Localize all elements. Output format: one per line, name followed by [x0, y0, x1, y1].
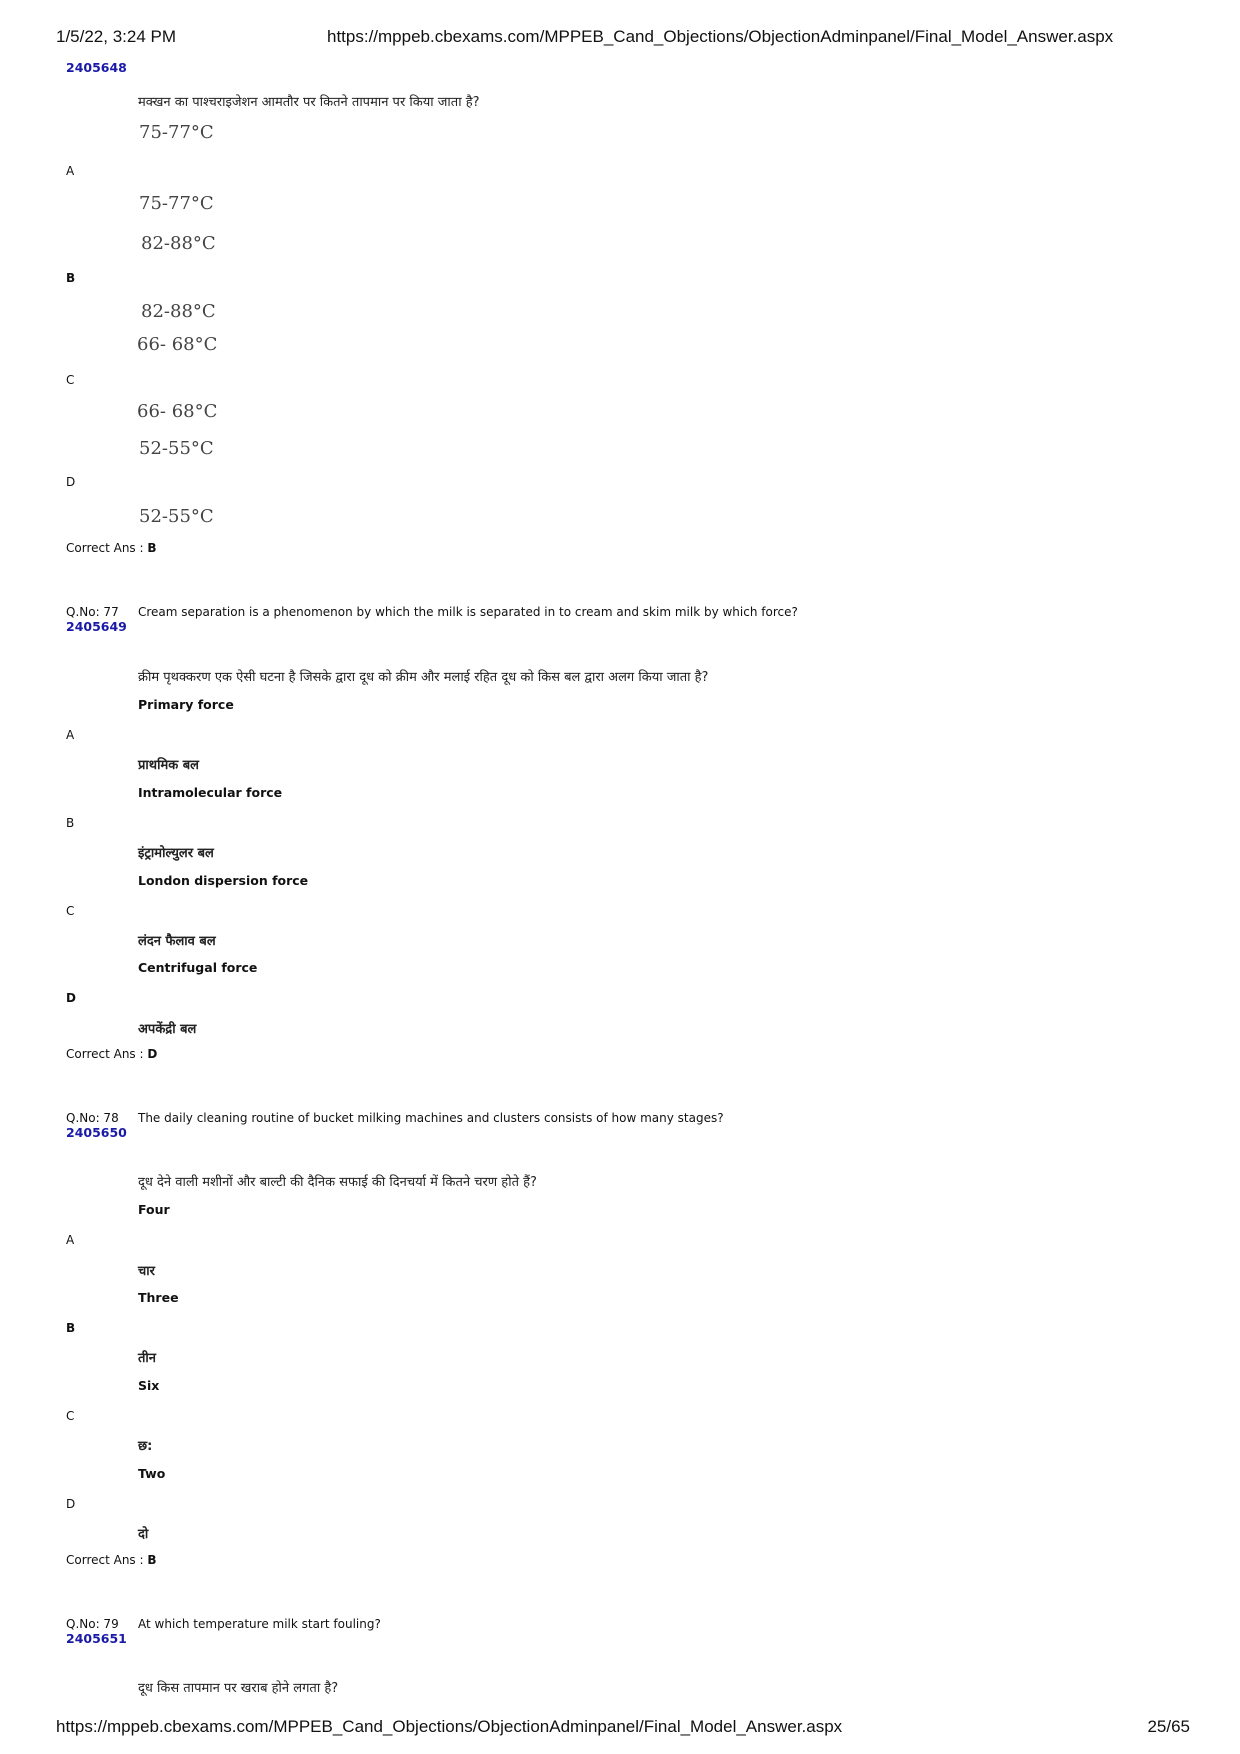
- option-hindi: चार: [138, 1264, 155, 1279]
- option-letter: A: [66, 1233, 75, 1247]
- print-datetime: 1/5/22, 3:24 PM: [56, 27, 177, 46]
- question-text-hindi: दूध देने वाली मशीनों और बाल्टी की दैनिक सफाई की दिनचर्या में कितने चरण होते हैं?: [138, 1175, 537, 1190]
- option-hindi: 75-77°C: [139, 193, 214, 214]
- first-option-english: Four: [138, 1202, 170, 1217]
- option-letter: C: [66, 1409, 75, 1423]
- option-letter: C: [66, 373, 75, 387]
- question-text-hindi: दूध किस तापमान पर खराब होने लगता है?: [138, 1681, 339, 1696]
- option-hindi: छ:: [138, 1439, 153, 1454]
- option-letter: B: [66, 271, 76, 285]
- question-text-hindi: मक्खन का पाश्चराइजेशन आमतौर पर कितने तापमान पर किया जाता है?: [138, 95, 480, 110]
- option-letter: A: [66, 728, 75, 742]
- correct-answer: [66, 1047, 157, 1061]
- question-text-hindi: क्रीम पृथक्करण एक ऐसी घटना है जिसके द्वारा दूध को क्रीम और मलाई रहित दूध को किस बल द्वारा अलग किया जाता है?: [138, 670, 709, 685]
- option-letter: B: [66, 1321, 76, 1335]
- option-letter: A: [66, 164, 75, 178]
- print-footer-url: https://mppeb.cbexams.com/MPPEB_Cand_Objections/ObjectionAdminpanel/Final_Model_Answer.aspx: [56, 1717, 843, 1736]
- question-id: 2405648: [66, 60, 127, 75]
- option-english: Centrifugal force: [138, 960, 258, 975]
- option-english: 52-55°C: [139, 438, 214, 459]
- option-hindi: लंदन फैलाव बल: [138, 934, 216, 949]
- option-english: London dispersion force: [138, 873, 309, 888]
- option-letter: D: [66, 475, 76, 489]
- option-letter: D: [66, 1497, 76, 1511]
- question-text-english: At which temperature milk start fouling?: [138, 1617, 381, 1631]
- question-id: 2405651: [66, 1631, 127, 1646]
- option-letter: C: [66, 904, 75, 918]
- correct-answer-label: Correct Ans :: [66, 1553, 148, 1567]
- option-english: 82-88°C: [141, 233, 216, 254]
- correct-answer-value: D: [147, 1047, 158, 1061]
- option-english: Two: [138, 1466, 166, 1481]
- print-url: https://mppeb.cbexams.com/MPPEB_Cand_Objections/ObjectionAdminpanel/Final_Model_Answer.aspx: [327, 27, 1114, 46]
- question-number: Q.No: 79: [66, 1617, 119, 1631]
- option-hindi: इंट्रामोल्युलर बल: [138, 846, 214, 861]
- option-english: 66- 68°C: [137, 334, 218, 355]
- option-hindi: अपकेंद्री बल: [138, 1022, 197, 1037]
- question-text-english: Cream separation is a phenomenon by which the milk is separated in to cream and skim milk by which force?: [138, 605, 798, 619]
- option-english: Three: [138, 1290, 179, 1305]
- print-footer: [0, 1717, 1240, 1747]
- question-id: 2405650: [66, 1125, 127, 1140]
- question-text-english: 75-77°C: [139, 122, 214, 143]
- question-id: 2405649: [66, 619, 127, 634]
- correct-answer: [66, 1553, 157, 1567]
- option-hindi: दो: [138, 1527, 149, 1542]
- option-hindi: तीन: [138, 1351, 156, 1366]
- option-letter: D: [66, 991, 76, 1005]
- option-english: Intramolecular force: [138, 785, 283, 800]
- option-hindi: 82-88°C: [141, 301, 216, 322]
- correct-answer: [66, 541, 157, 555]
- question-text-english: The daily cleaning routine of bucket milking machines and clusters consists of how many stages?: [138, 1111, 724, 1125]
- option-english: Six: [138, 1378, 160, 1393]
- correct-answer-value: B: [147, 1553, 157, 1567]
- option-hindi: प्राथमिक बल: [138, 758, 199, 773]
- question-number: Q.No: 78: [66, 1111, 119, 1125]
- option-hindi: 66- 68°C: [137, 401, 218, 422]
- first-option-english: Primary force: [138, 697, 234, 712]
- correct-answer-label: Correct Ans :: [66, 1047, 148, 1061]
- option-letter: B: [66, 816, 75, 830]
- correct-answer-value: B: [147, 541, 157, 555]
- option-hindi: 52-55°C: [139, 506, 214, 527]
- question-number: Q.No: 77: [66, 605, 119, 619]
- correct-answer-label: Correct Ans :: [66, 541, 148, 555]
- page-number: 25/65: [1147, 1717, 1190, 1736]
